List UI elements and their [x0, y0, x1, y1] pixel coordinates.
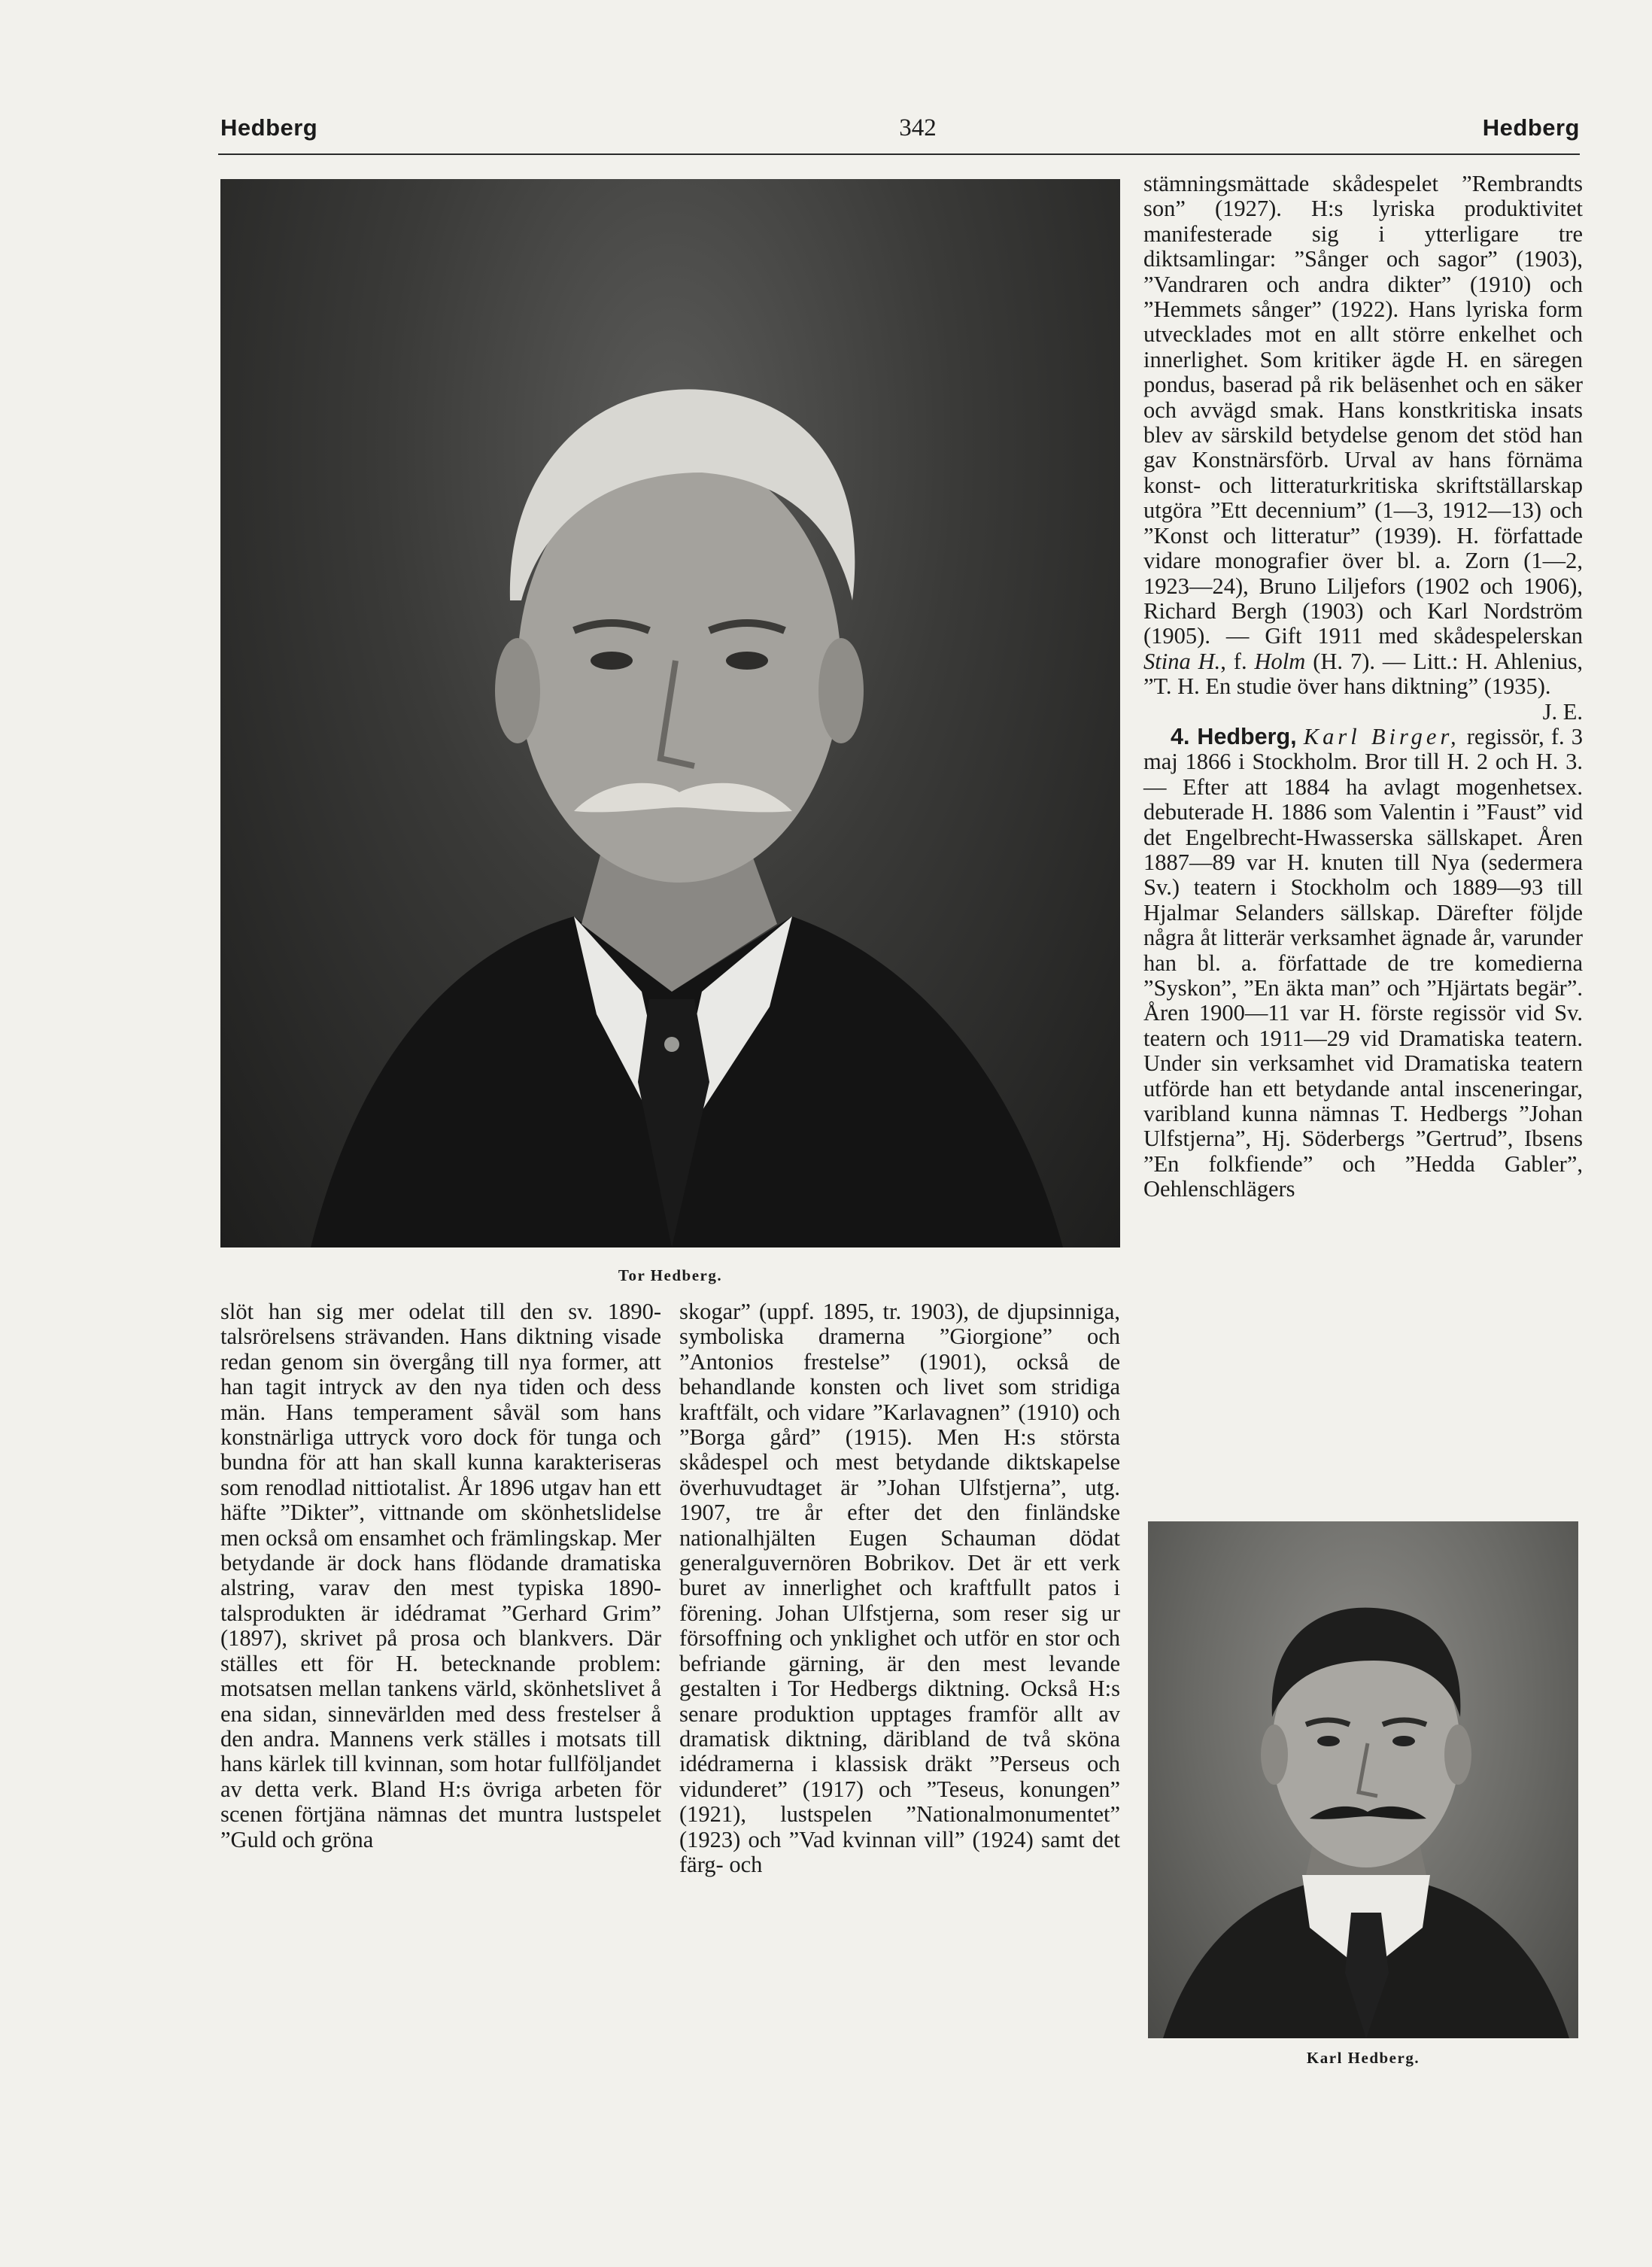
entry-name: Karl Birger, [1303, 723, 1460, 749]
text-run: , f. [1220, 648, 1247, 674]
running-head-left: Hedberg [220, 114, 318, 141]
portrait-illustration [220, 179, 1120, 1247]
text-run: stämningsmättade skådespelet ”Rembrandts son” (1927). H:s lyriska produktivitet manifesterade sig i ytterligare tre diktsamlingar: ”Sånger och sagor” (1903), ”Vandraren och andra dikter” (1910) och ”Hemmets sånger” (1922). Hans lyriska form utvecklades mot en allt större enkelhet och innerlighet. Som kritiker ägde H. en säregen pondus, baserad på rik beläsenhet och en säker och avvägd smak. Hans konstkritiska insats blev av särskild betydelse genom det stöd han gav Konstnärsförb. Urval av hans förnäma konst- och litteraturkritiska skriftställarskap utgöra ”Ett decennium” (1—3, 1912—13) och ”Konst och litteratur” (1939). H. författade vidare monografier över bl. a. Zorn (1—2, 1923—24), Bruno Liljefors (1902 och 1906), Richard Bergh (1903) och Karl Nordström (1905). — Gift 1911 med skådespelerskan [1143, 171, 1583, 649]
paragraph [1143, 172, 1583, 700]
author-signature: J. E. [1542, 698, 1583, 725]
paragraph: skogar” (uppf. 1895, tr. 1903), de djupsinniga, symboliska dramerna ”Giorgione” och ”Antonios frestelse” (1901), också de behandlande konsten och livet som stridiga kraftfält, och vidare ”Karlavagnen” (1910) och ”Borga gård” (1915). Men H:s största skådespel och mest betydande diktskapelse överhuvudtaget är ”Johan Ulfstjerna”, utg. 1907, tre år efter det den finländske nationalhjälten Eugen Schauman dödat generalguvernören Bobrikov. Det är ett verk buret av innerlighet och kraftfullt patos i förening. Johan Ulfstjerna, som reser sig ur försoffning och ynklighet och utför en stor och befriande gärning, är den mest levande gestalten i Tor Hedbergs diktning. Också H:s senare produktion upptages framför allt av dramatisk diktning, däribland de två sköna idédramerna i klassisk dräkt ”Perseus och vidunderet” (1917) och ”Teseus, konungen” (1921), lustspelen ”Nationalmonumentet” (1923) och ”Vad kvinnan vill” (1924) samt det färg- och [679, 1299, 1120, 1877]
text-column-2 [679, 1299, 1120, 1877]
header-rule [218, 153, 1580, 155]
paragraph: slöt han sig mer odelat till den sv. 1890-talsrörelsens strävanden. Hans diktning visade redan genom sin övergång till nya former, att han tagit intryck av den nya tiden och dess män. Hans temperament såväl som hans konstnärliga uttryck voro dock för tunga och bundna för att han skall kunna karakteriseras som renodlad nittiotalist. År 1896 utgav han ett häfte ”Dikter”, vittnande om skönhetslidelse men också om ensamhet och främlingskap. Mer betydande är dock hans flödande dramatiska alstring, varav den mest typiska 1890-talsprodukten är idédramat ”Gerhard Grim” (1897), skrivet på prosa och blankvers. Där ställes ett för H. betecknande problem: motsatsen mellan tankens värld, skönhetslivet å ena sidan, sinnevärlden med dess frestelser å den andra. Mannens verk ställes i motsats till hans kärlek till kvinnan, som hotar fullföljandet av detta verk. Bland H:s övriga arbeten för scenen förtjäna nämnas det muntra lustspelet ”Guld och gröna [220, 1299, 661, 1852]
caption-karl: Karl Hedberg. [1306, 2049, 1420, 2067]
text-column-1 [220, 1299, 661, 1852]
text-run: regissör, f. 3 maj 1866 i Stockholm. Bror till H. 2 och H. 3. — Efter att 1884 ha avlagt mogenhetsex. debuterade H. 1886 som Valentin i ”Faust” vid det Engelbrecht-Hwasserska sällskapet. Åren 1887—89 var H. knuten till Nya (sedermera Sv.) teatern i Stockholm och 1889—93 till Hjalmar Selanders sällskap. Därefter följde några åt litterär verksamhet ägnade år, varunder han bl. a. författade de tre komedierna ”Syskon”, ”En äkta man” och ”Hjärtats begär”. Åren 1900—11 var H. förste regissör vid Sv. teatern och 1911—29 vid Dramatiska teatern. Under sin verksamhet vid Dramatiska teatern utförde han ett betydande antal insceneringar, varibland kunna nämnas T. Hedbergs ”Johan Ulfstjerna”, Hj. Söderbergs ”Gertrud”, Ibsens ”En folkfiende” och ”Hedda Gabler”, Oehlenschlägers [1143, 723, 1584, 1202]
portrait-illustration [1148, 1521, 1578, 2038]
text-column-3 [1143, 172, 1583, 1202]
portrait-photo-tor [220, 179, 1120, 1247]
caption-tor: Tor Hedberg. [618, 1266, 723, 1284]
entry-paragraph [1143, 725, 1583, 1202]
page-number: 342 [899, 114, 937, 141]
text-run: (H. 7). — Litt.: H. Ahlenius, ”T. H. En studie över hans diktning” (1935). [1143, 648, 1583, 700]
portrait-photo-karl [1148, 1521, 1578, 2038]
spouse-birth-name: Holm [1254, 648, 1306, 674]
entry-heading: 4. Hedberg, [1171, 723, 1297, 749]
running-head-right: Hedberg [1482, 114, 1580, 141]
spouse-name: Stina H. [1143, 648, 1221, 674]
